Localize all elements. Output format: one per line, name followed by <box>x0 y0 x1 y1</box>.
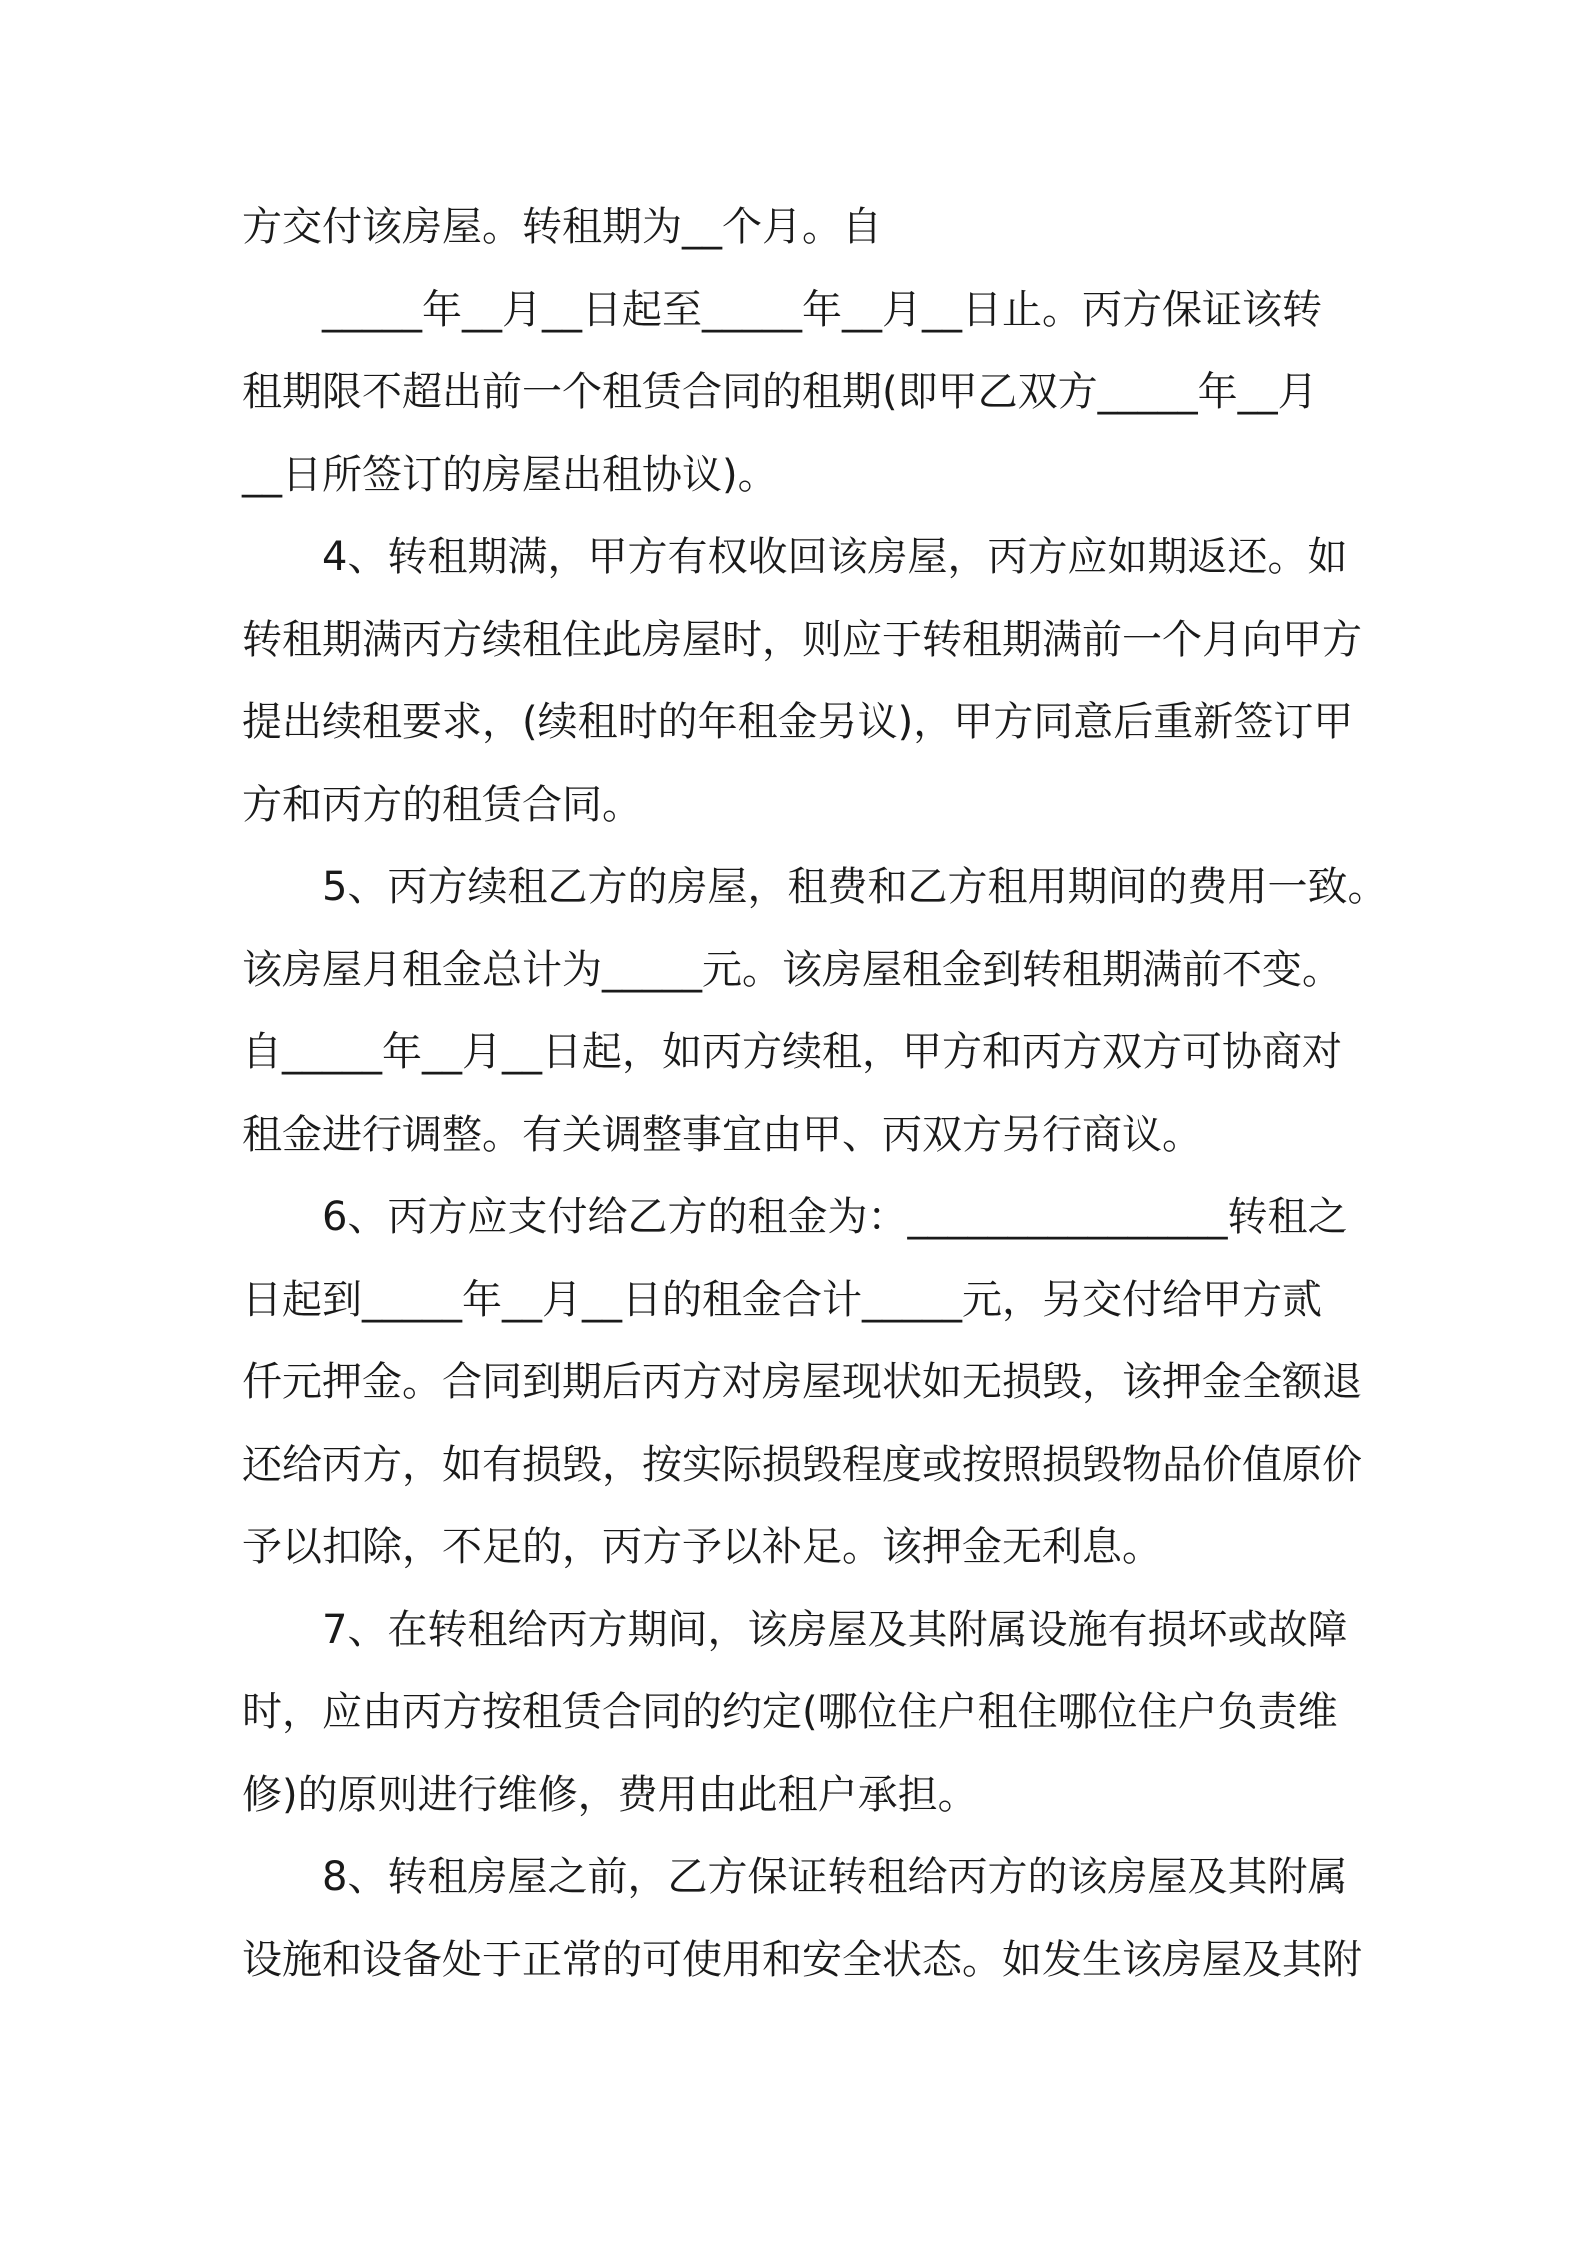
text-line: 方交付该房屋。转租期为__个月。自 <box>242 204 882 250</box>
text-line: 还给丙方，如有损毁，按实际损毁程度或按照损毁物品价值原价 <box>242 1441 1362 1488</box>
text-line: 自_____年__月__日起，如丙方续租，甲方和丙方双方可协商对 <box>242 1029 1342 1075</box>
text-line: _____年__月__日起至_____年__月__日止。丙方保证该转 <box>322 286 1322 333</box>
clause-8-start: 8、转租房屋之前，乙方保证转租给丙方的该房屋及其附属 <box>322 1854 1348 1900</box>
text-line: 日起到_____年__月__日的租金合计_____元，另交付给甲方贰 <box>242 1276 1322 1323</box>
text-line: __日所签订的房屋出租协议)。 <box>242 451 778 498</box>
text-line: 时，应由丙方按租赁合同的约定(哪位住户租住哪位住户负责维 <box>242 1689 1338 1735</box>
text-line: 租金进行调整。有关调整事宜由甲、丙双方另行商议。 <box>242 1111 1202 1158</box>
contract-body <box>242 186 1388 2001</box>
text-line: 设施和设备处于正常的可使用和安全状态。如发生该房屋及其附 <box>242 1936 1362 1983</box>
text-line: 转租期满丙方续租住此房屋时，则应于转租期满前一个月向甲方 <box>242 616 1362 663</box>
clause-5-start: 5、丙方续租乙方的房屋，租费和乙方租用期间的费用一致。 <box>322 864 1388 910</box>
text-line: 提出续租要求，(续租时的年租金另议)，甲方同意后重新签订甲 <box>242 699 1354 745</box>
text-line: 修)的原则进行维修，费用由此租户承担。 <box>242 1771 978 1818</box>
text-line: 仟元押金。合同到期后丙方对房屋现状如无损毁，该押金全额退 <box>242 1359 1362 1405</box>
clause-6-start: 6、丙方应支付给乙方的租金为：________________转租之 <box>322 1194 1348 1240</box>
clause-7-start: 7、在转租给丙方期间，该房屋及其附属设施有损坏或故障 <box>322 1606 1348 1653</box>
text-line: 租期限不超出前一个租赁合同的租期(即甲乙双方_____年__月 <box>242 369 1318 415</box>
text-line: 该房屋月租金总计为_____元。该房屋租金到转租期满前不变。 <box>242 946 1342 993</box>
text-line: 予以扣除，不足的，丙方予以补足。该押金无利息。 <box>242 1524 1162 1570</box>
clause-4-start: 4、转租期满，甲方有权收回该房屋，丙方应如期返还。如 <box>322 534 1348 580</box>
text-line: 方和丙方的租赁合同。 <box>242 781 642 828</box>
